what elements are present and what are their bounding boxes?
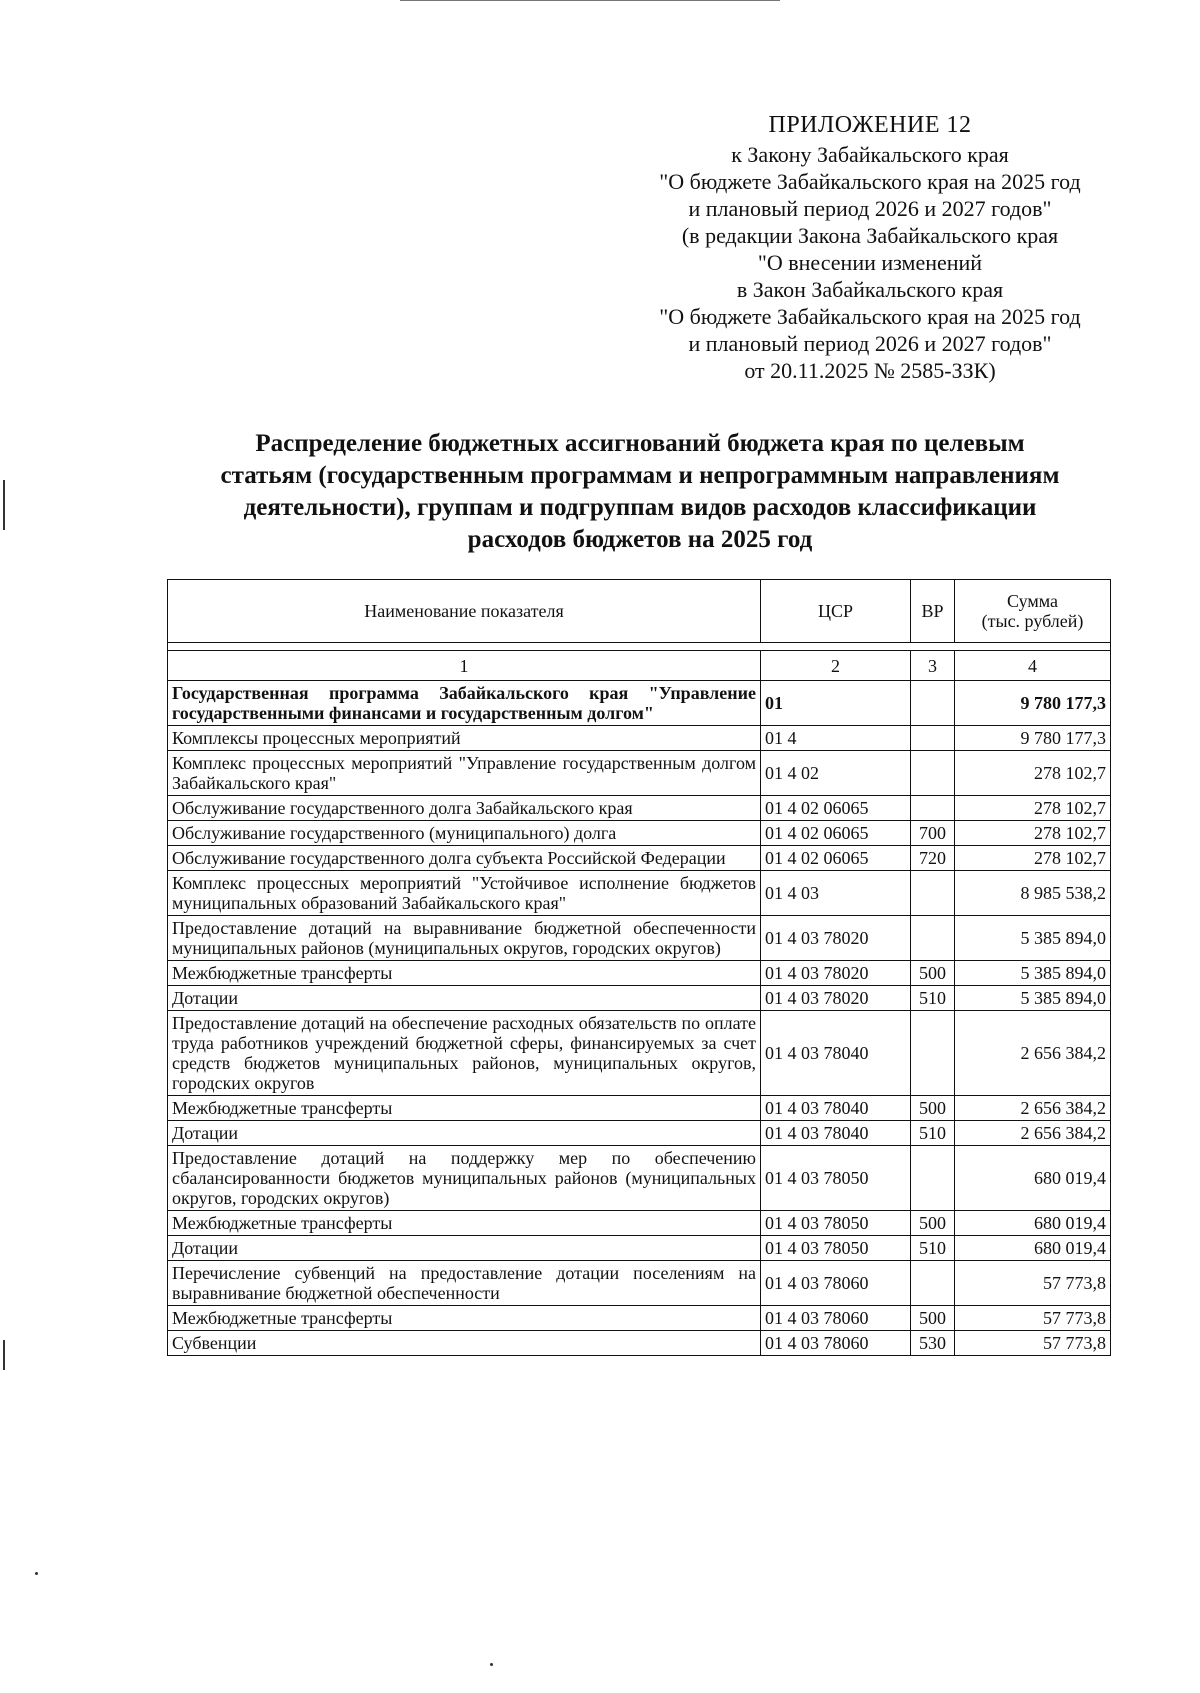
row-csr: 01 4 03 — [761, 871, 911, 916]
row-name: Дотации — [168, 1236, 761, 1261]
header-sum-line1: Сумма — [1007, 591, 1058, 611]
header-vr: ВР — [911, 580, 955, 643]
row-sum: 9 780 177,3 — [955, 681, 1111, 726]
table-body — [168, 681, 1111, 1356]
row-vr: 500 — [911, 961, 955, 986]
row-vr — [911, 681, 955, 726]
row-csr: 01 — [761, 681, 911, 726]
row-name: Предоставление дотаций на поддержку мер по обеспечению сбалансированности бюджетов муниципальных районов (муниципальных округов, городских округов) — [168, 1146, 761, 1211]
header-line: от 20.11.2025 № 2585-ЗЗК) — [744, 358, 996, 383]
table-row — [168, 1331, 1111, 1356]
row-sum: 680 019,4 — [955, 1146, 1111, 1211]
column-number: 2 — [761, 651, 911, 681]
table-row — [168, 1121, 1111, 1146]
row-vr: 720 — [911, 846, 955, 871]
header-name: Наименование показателя — [168, 580, 761, 643]
title-line: Распределение бюджетных ассигнований бюджета края по целевым — [255, 430, 1025, 457]
row-sum: 278 102,7 — [955, 796, 1111, 821]
table-row — [168, 726, 1111, 751]
row-name: Государственная программа Забайкальского края "Управление государственными финансами и государственным долгом" — [168, 681, 761, 726]
row-csr: 01 4 03 78020 — [761, 986, 911, 1011]
document-title — [160, 428, 1120, 556]
row-sum: 57 773,8 — [955, 1261, 1111, 1306]
row-vr — [911, 726, 955, 751]
row-name: Перечисление субвенций на предоставление дотации поселениям на выравнивание бюджетной обеспеченности — [168, 1261, 761, 1306]
row-name: Обслуживание государственного долга субъекта Российской Федерации — [168, 846, 761, 871]
row-name: Комплексы процессных мероприятий — [168, 726, 761, 751]
row-name: Межбюджетные трансферты — [168, 961, 761, 986]
row-name: Обслуживание государственного (муниципального) долга — [168, 821, 761, 846]
table-row — [168, 1011, 1111, 1096]
column-number: 1 — [168, 651, 761, 681]
header-line: "О бюджете Забайкальского края на 2025 год — [659, 304, 1081, 329]
title-line: деятельности), группам и подгруппам видов расходов классификации — [243, 494, 1037, 521]
table-row — [168, 986, 1111, 1011]
row-name: Комплекс процессных мероприятий "Управление государственным долгом Забайкальского края" — [168, 751, 761, 796]
row-sum: 5 385 894,0 — [955, 986, 1111, 1011]
column-number-row — [168, 651, 1111, 681]
row-name: Комплекс процессных мероприятий "Устойчивое исполнение бюджетов муниципальных образований Забайкальского края" — [168, 871, 761, 916]
budget-table — [167, 579, 1111, 1356]
row-sum: 680 019,4 — [955, 1236, 1111, 1261]
scan-mark — [35, 1572, 38, 1575]
row-name: Обслуживание государственного долга Забайкальского края — [168, 796, 761, 821]
row-vr: 500 — [911, 1306, 955, 1331]
row-vr — [911, 1146, 955, 1211]
row-vr: 510 — [911, 1121, 955, 1146]
table-header-row — [168, 580, 1111, 643]
header-csr: ЦСР — [761, 580, 911, 643]
table-row — [168, 1236, 1111, 1261]
row-csr: 01 4 03 78060 — [761, 1331, 911, 1356]
row-csr: 01 4 02 06065 — [761, 796, 911, 821]
row-csr: 01 4 02 06065 — [761, 846, 911, 871]
row-name: Межбюджетные трансферты — [168, 1306, 761, 1331]
row-sum: 278 102,7 — [955, 846, 1111, 871]
row-sum: 2 656 384,2 — [955, 1121, 1111, 1146]
row-csr: 01 4 03 78050 — [761, 1236, 911, 1261]
header-line: "О внесении изменений — [757, 250, 983, 275]
row-vr: 500 — [911, 1096, 955, 1121]
header-line: "О бюджете Забайкальского края на 2025 год — [659, 169, 1081, 194]
table-row — [168, 961, 1111, 986]
appendix-header — [600, 112, 1140, 384]
title-line: статьям (государственным программам и непрограммным направлениям — [220, 462, 1060, 489]
scan-mark — [3, 480, 5, 530]
row-name: Предоставление дотаций на выравнивание бюджетной обеспеченности муниципальных районов (муниципальных округов, городских округов) — [168, 916, 761, 961]
row-vr: 510 — [911, 986, 955, 1011]
row-csr: 01 4 02 06065 — [761, 821, 911, 846]
table-row — [168, 871, 1111, 916]
table-row — [168, 751, 1111, 796]
row-vr: 500 — [911, 1211, 955, 1236]
row-csr: 01 4 03 78060 — [761, 1261, 911, 1306]
row-sum: 2 656 384,2 — [955, 1011, 1111, 1096]
row-csr: 01 4 03 78040 — [761, 1096, 911, 1121]
row-vr — [911, 1261, 955, 1306]
row-name: Межбюджетные трансферты — [168, 1211, 761, 1236]
row-csr: 01 4 02 — [761, 751, 911, 796]
row-sum: 5 385 894,0 — [955, 916, 1111, 961]
column-number: 3 — [911, 651, 955, 681]
table-row — [168, 1211, 1111, 1236]
row-sum: 57 773,8 — [955, 1306, 1111, 1331]
table-row — [168, 916, 1111, 961]
row-sum: 278 102,7 — [955, 821, 1111, 846]
row-csr: 01 4 03 78020 — [761, 961, 911, 986]
row-name: Межбюджетные трансферты — [168, 1096, 761, 1121]
scan-mark — [490, 1663, 493, 1666]
row-vr — [911, 751, 955, 796]
row-csr: 01 4 03 78050 — [761, 1211, 911, 1236]
row-vr — [911, 1011, 955, 1096]
row-sum: 8 985 538,2 — [955, 871, 1111, 916]
row-sum: 680 019,4 — [955, 1211, 1111, 1236]
scan-mark — [3, 1340, 5, 1370]
row-sum: 57 773,8 — [955, 1331, 1111, 1356]
row-sum: 5 385 894,0 — [955, 961, 1111, 986]
row-name: Дотации — [168, 1121, 761, 1146]
header-line: (в редакции Закона Забайкальского края — [681, 223, 1059, 248]
table-row — [168, 1096, 1111, 1121]
row-sum: 2 656 384,2 — [955, 1096, 1111, 1121]
row-vr — [911, 916, 955, 961]
row-name: Предоставление дотаций на обеспечение расходных обязательств по оплате труда работников учреждений бюджетной сферы, финансируемых за счет средств бюджетов муниципальных районов, муниципальных округов, городских округов — [168, 1011, 761, 1096]
row-name: Субвенции — [168, 1331, 761, 1356]
header-line: и плановый период 2026 и 2027 годов" — [688, 331, 1052, 356]
table-row — [168, 821, 1111, 846]
row-vr: 510 — [911, 1236, 955, 1261]
row-csr: 01 4 03 78060 — [761, 1306, 911, 1331]
scan-mark — [400, 0, 780, 1]
row-vr — [911, 796, 955, 821]
table-row — [168, 796, 1111, 821]
row-csr: 01 4 03 78020 — [761, 916, 911, 961]
row-sum: 278 102,7 — [955, 751, 1111, 796]
row-csr: 01 4 03 78050 — [761, 1146, 911, 1211]
row-vr: 530 — [911, 1331, 955, 1356]
table-row — [168, 1261, 1111, 1306]
table-row — [168, 1306, 1111, 1331]
row-csr: 01 4 — [761, 726, 911, 751]
row-csr: 01 4 03 78040 — [761, 1121, 911, 1146]
header-line: и плановый период 2026 и 2027 годов" — [688, 196, 1052, 221]
row-csr: 01 4 03 78040 — [761, 1011, 911, 1096]
row-name: Дотации — [168, 986, 761, 1011]
table-row — [168, 681, 1111, 726]
header-sum-line2: (тыс. рублей) — [981, 611, 1084, 631]
row-vr — [911, 871, 955, 916]
table-row — [168, 1146, 1111, 1211]
header-line: в Закон Забайкальского края — [736, 277, 1004, 302]
row-vr: 700 — [911, 821, 955, 846]
title-line: расходов бюджетов на 2025 год — [467, 526, 813, 553]
appendix-number: ПРИЛОЖЕНИЕ 12 — [768, 112, 972, 138]
table-row — [168, 846, 1111, 871]
column-number: 4 — [955, 651, 1111, 681]
row-sum: 9 780 177,3 — [955, 726, 1111, 751]
header-line: к Закону Забайкальского края — [731, 142, 1009, 167]
header-spacer — [168, 643, 1111, 651]
header-sum — [955, 580, 1111, 643]
